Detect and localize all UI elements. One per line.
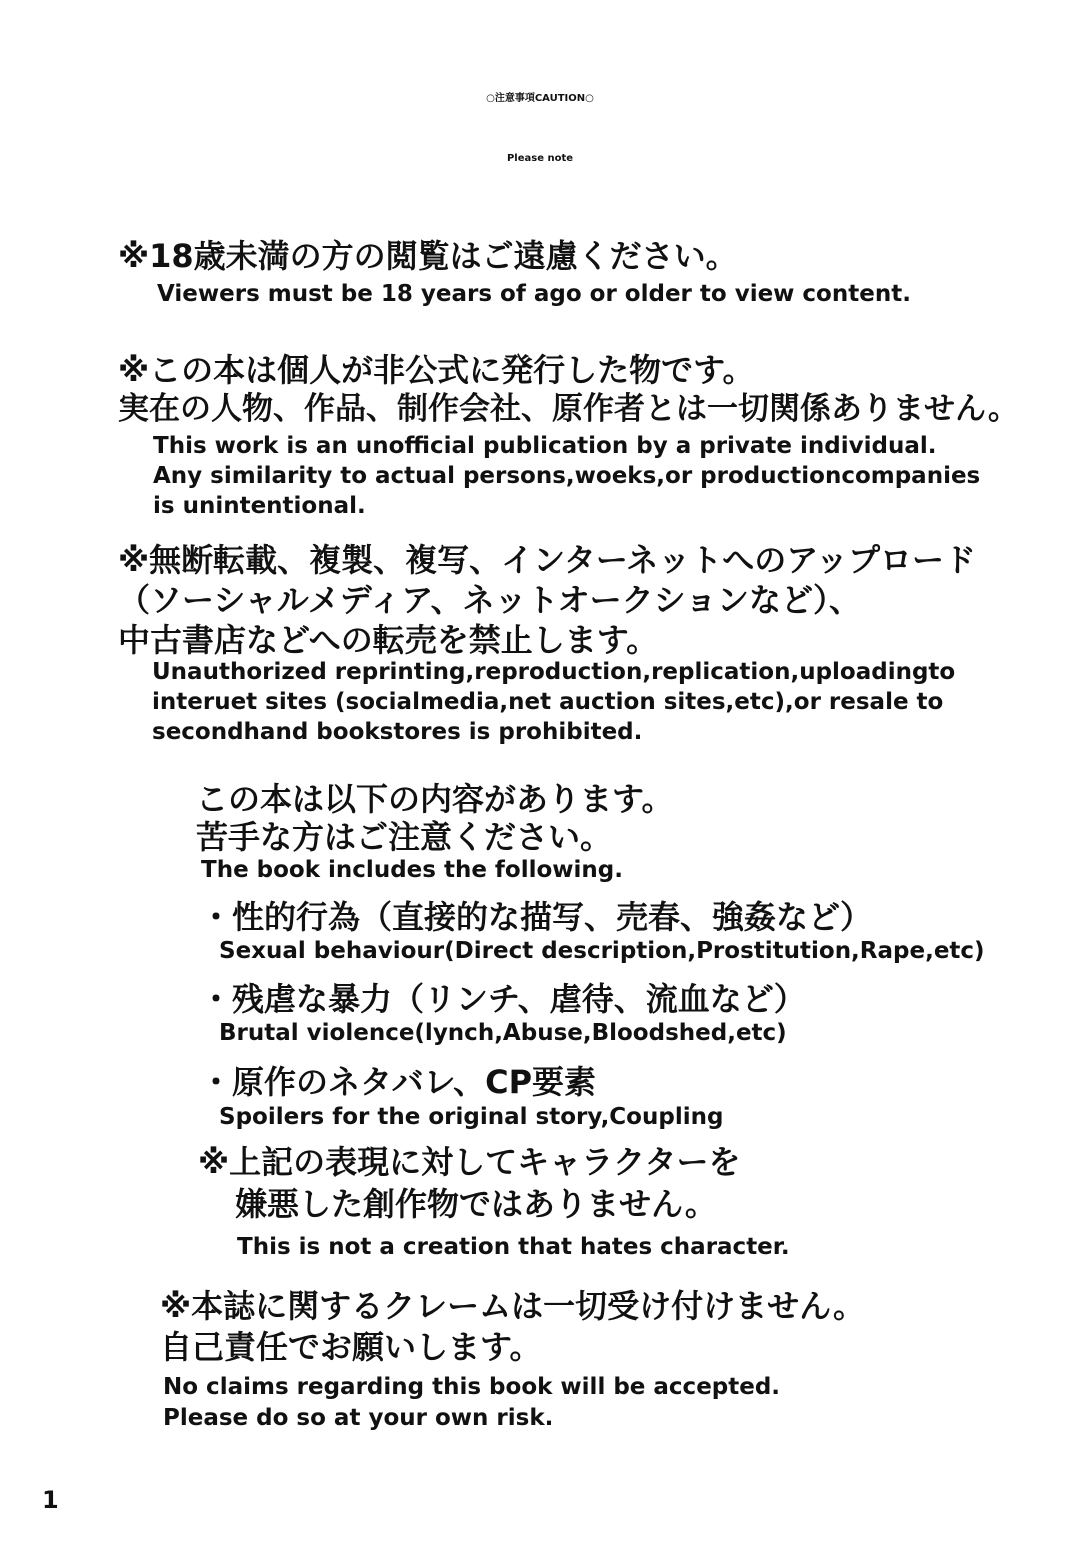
reprint-notice-en-3: secondhand bookstores is prohibited.: [152, 719, 643, 745]
content-item-spoiler-jp: ・原作のネタバレ、CP要素: [200, 1063, 597, 1101]
content-item-violence-en: Brutal violence(lynch,Abuse,Bloodshed,etc): [219, 1020, 787, 1046]
age-notice-jp: ※18歳未満の方の閲覧はご遠慮ください。: [118, 237, 738, 275]
contents-note-en: This is not a creation that hates character.: [237, 1234, 790, 1260]
page-subtitle: Please note: [506, 153, 574, 164]
content-item-sexual-en: Sexual behaviour(Direct description,Prostitution,Rape,etc): [219, 938, 985, 964]
contents-intro-jp-2: 苦手な方はご注意ください。: [196, 818, 613, 856]
contents-note-jp-2: 嫌悪した創作物ではありません。: [235, 1185, 717, 1223]
unofficial-notice-jp-2: 実在の人物、作品、制作会社、原作者とは一切関係ありません。: [118, 391, 1019, 427]
reprint-notice-jp-3: 中古書店などへの転売を禁止します。: [118, 621, 659, 659]
page-title: ○注意事項CAUTION○: [486, 93, 594, 104]
contents-intro-en: The book includes the following.: [201, 857, 624, 883]
contents-note-jp-1: ※上記の表現に対してキャラクターを: [198, 1143, 741, 1181]
unofficial-notice-en-2: Any similarity to actual persons,woeks,or productioncompanies: [153, 463, 981, 489]
claims-notice-jp-2: 自己責任でお願いします。: [160, 1328, 542, 1366]
unofficial-notice-en-3: is unintentional.: [153, 493, 366, 519]
contents-intro-jp-1: この本は以下の内容があります。: [196, 780, 674, 818]
age-notice-en: Viewers must be 18 years of ago or older to view content.: [157, 281, 911, 307]
reprint-notice-jp-2: （ソーシャルメディア、ネットオークションなど）、: [118, 581, 862, 619]
unofficial-notice-jp-1: ※この本は個人が非公式に発行した物です。: [118, 351, 755, 389]
content-item-sexual-jp: ・性的行為（直接的な描写、売春、強姦など）: [200, 898, 873, 936]
content-item-spoiler-en: Spoilers for the original story,Coupling: [219, 1104, 724, 1130]
reprint-notice-jp-1: ※無断転載、複製、複写、インターネットへのアップロード: [118, 541, 976, 579]
reprint-notice-en-1: Unauthorized reprinting,reproduction,replication,uploadingto: [152, 659, 956, 685]
page-number: 1: [42, 1486, 59, 1514]
content-item-violence-jp: ・残虐な暴力（リンチ、虐待、流血など）: [200, 980, 806, 1018]
claims-notice-en-2: Please do so at your own risk.: [163, 1405, 554, 1431]
reprint-notice-en-2: interuet sites (socialmedia,net auction sites,etc),or resale to: [152, 689, 944, 715]
unofficial-notice-en-1: This work is an unofficial publication by a private individual.: [153, 433, 937, 459]
claims-notice-jp-1: ※本誌に関するクレームは一切受け付けません。: [160, 1287, 866, 1325]
claims-notice-en-1: No claims regarding this book will be accepted.: [163, 1374, 781, 1400]
